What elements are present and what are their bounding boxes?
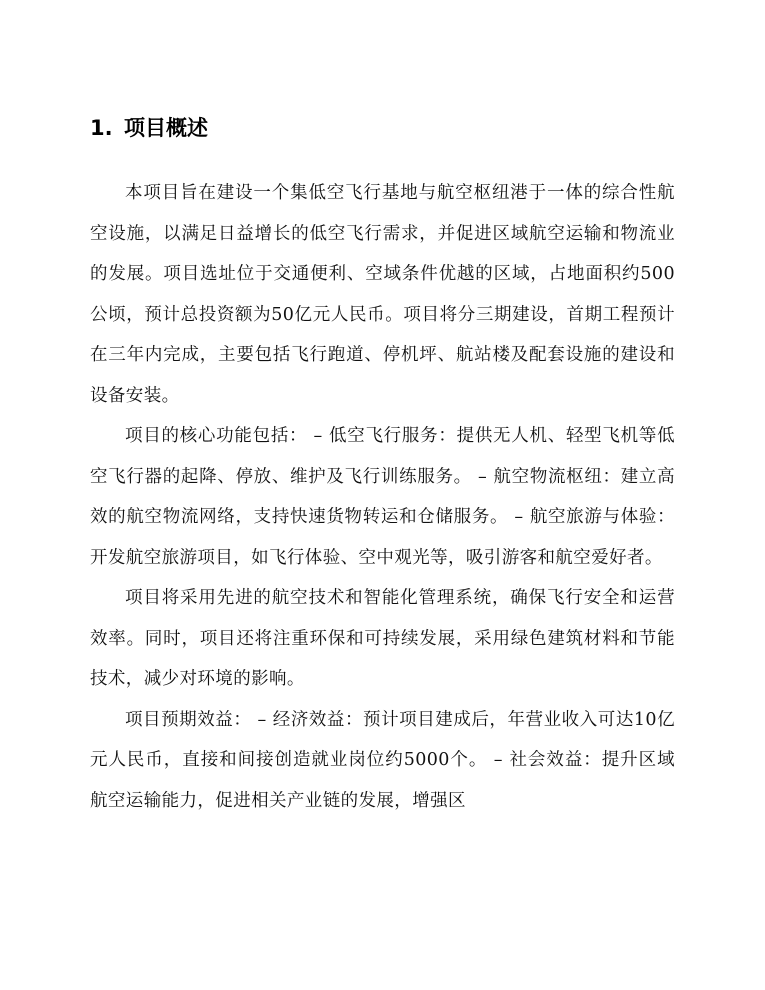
section-title: 项目概述 [124, 116, 208, 140]
body-text [90, 173, 675, 821]
section-heading [90, 112, 208, 144]
section-number: 1. [90, 116, 113, 140]
paragraph-core-functions: 项目的核心功能包括： – 低空飞行服务：提供无人机、轻型飞机等低空飞行器的起降、停放、维护及飞行训练服务。 – 航空物流枢纽：建立高效的航空物流网络，支持快速货物转运和仓储服务。 – 航空旅游与体验：开发航空旅游项目，如飞行体验、空中观光等，吸引游客和航空爱好者。 [90, 426, 675, 568]
paragraph-technology: 项目将采用先进的航空技术和智能化管理系统，确保飞行安全和运营效率。同时，项目还将注重环保和可持续发展，采用绿色建筑材料和节能技术，减少对环境的影响。 [90, 588, 675, 689]
paragraph-overview: 本项目旨在建设一个集低空飞行基地与航空枢纽港于一体的综合性航空设施，以满足日益增长的低空飞行需求，并促进区域航空运输和物流业的发展。项目选址位于交通便利、空域条件优越的区域，占地面积约500公顷，预计总投资额为50亿元人民币。项目将分三期建设，首期工程预计在三年内完成，主要包括飞行跑道、停机坪、航站楼及配套设施的建设和设备安装。 [90, 183, 675, 406]
paragraph-expected-benefits: 项目预期效益： – 经济效益：预计项目建成后，年营业收入可达10亿元人民币，直接和间接创造就业岗位约5000个。 – 社会效益：提升区域航空运输能力，促进相关产业链的发展，增强区 [90, 709, 675, 811]
